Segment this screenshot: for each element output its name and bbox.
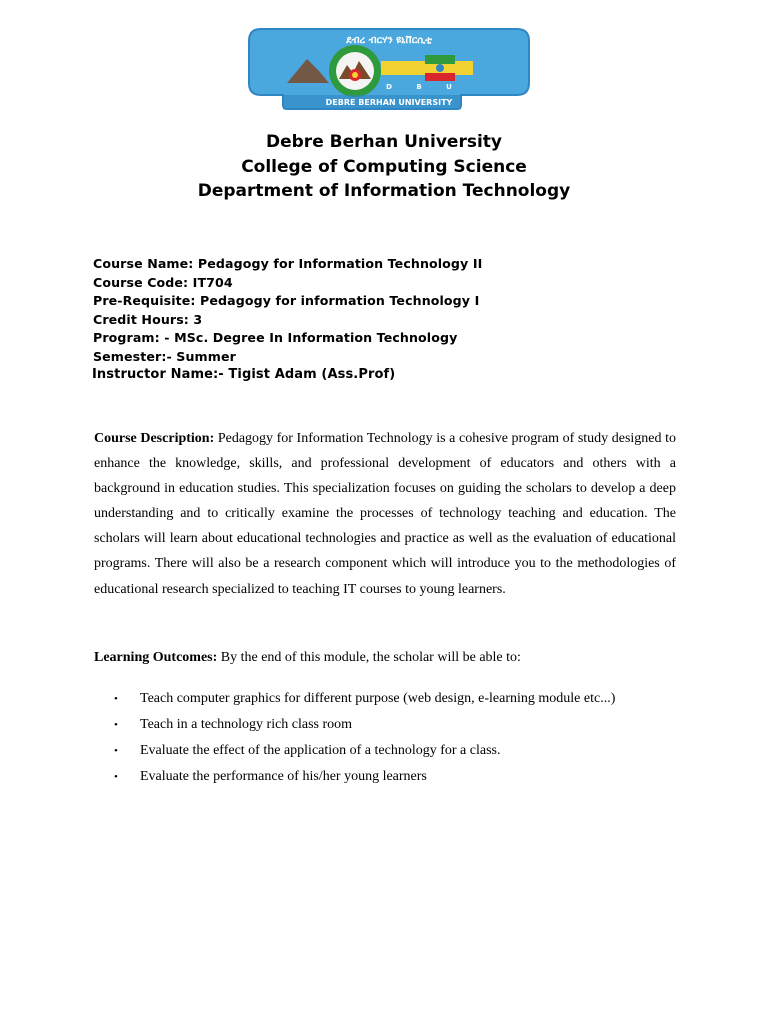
- learning-outcomes-list: [114, 688, 694, 792]
- list-item: [114, 688, 694, 714]
- bullet-icon: •: [114, 745, 118, 757]
- list-item: [114, 740, 694, 766]
- outcome-text: Evaluate the performance of his/her young learners: [140, 769, 427, 784]
- credit-hours: Credit Hours: 3: [93, 311, 203, 327]
- university-logo: [247, 25, 531, 111]
- learning-outcomes-intro-text: By the end of this module, the scholar will be able to:: [217, 650, 521, 665]
- logo-initial-u: U: [446, 83, 452, 91]
- semester: Semester:- Summer: [93, 348, 236, 364]
- university-title: Debre Berhan University: [266, 132, 502, 152]
- course-name: Course Name: Pedagogy for Information Technology II: [93, 256, 483, 271]
- outcome-text: Teach computer graphics for different purpose (web design, e-learning module etc...): [140, 691, 616, 706]
- logo-university-name: DEBRE BERHAN UNIVERSITY: [325, 98, 453, 107]
- department-title: Department of Information Technology: [197, 181, 571, 201]
- learning-outcomes-intro: [94, 647, 676, 669]
- learning-outcomes-label: Learning Outcomes:: [94, 650, 218, 665]
- bullet-icon: •: [114, 719, 118, 731]
- logo-initial-b: B: [416, 83, 422, 91]
- program: Program: - MSc. Degree In Information Technology: [93, 330, 458, 345]
- logo-top-script: ደብረ ብርሃን ዩኒቨርሲቲ: [346, 35, 432, 46]
- course-description: [94, 426, 676, 602]
- prerequisite: Pre-Requisite: Pedagogy for information Technology I: [93, 293, 480, 308]
- course-description-text: Pedagogy for Information Technology is a cohesive program of study designed to enhance the knowledge, skills, and professional development of educators and others with a background in education studies. This specialization focuses on guiding the scholars to develop a deep understanding and to critically examine the processes of technology teaching and education. The scholars will learn about educational technologies and practice as well as the evaluation of educational programs. There will also be a research component which will introduce you to the methodologies of educational research specialized to teaching IT courses to young learners.: [94, 431, 676, 597]
- course-code: Course Code: IT704: [93, 274, 233, 290]
- logo-initial-d: D: [386, 83, 392, 91]
- bullet-icon: •: [114, 693, 118, 705]
- list-item: [114, 766, 694, 792]
- list-item: [114, 714, 694, 740]
- outcome-text: Evaluate the effect of the application of a technology for a class.: [140, 743, 501, 758]
- course-info: [93, 255, 693, 385]
- document-heading: [0, 130, 768, 204]
- university-logo-graphic: [247, 25, 531, 111]
- course-description-label: Course Description:: [94, 431, 215, 446]
- instructor-name: Instructor Name:- Tigist Adam (Ass.Prof): [92, 367, 396, 382]
- bullet-icon: •: [114, 771, 118, 783]
- college-title: College of Computing Science: [241, 156, 527, 177]
- outcome-text: Teach in a technology rich class room: [140, 717, 353, 732]
